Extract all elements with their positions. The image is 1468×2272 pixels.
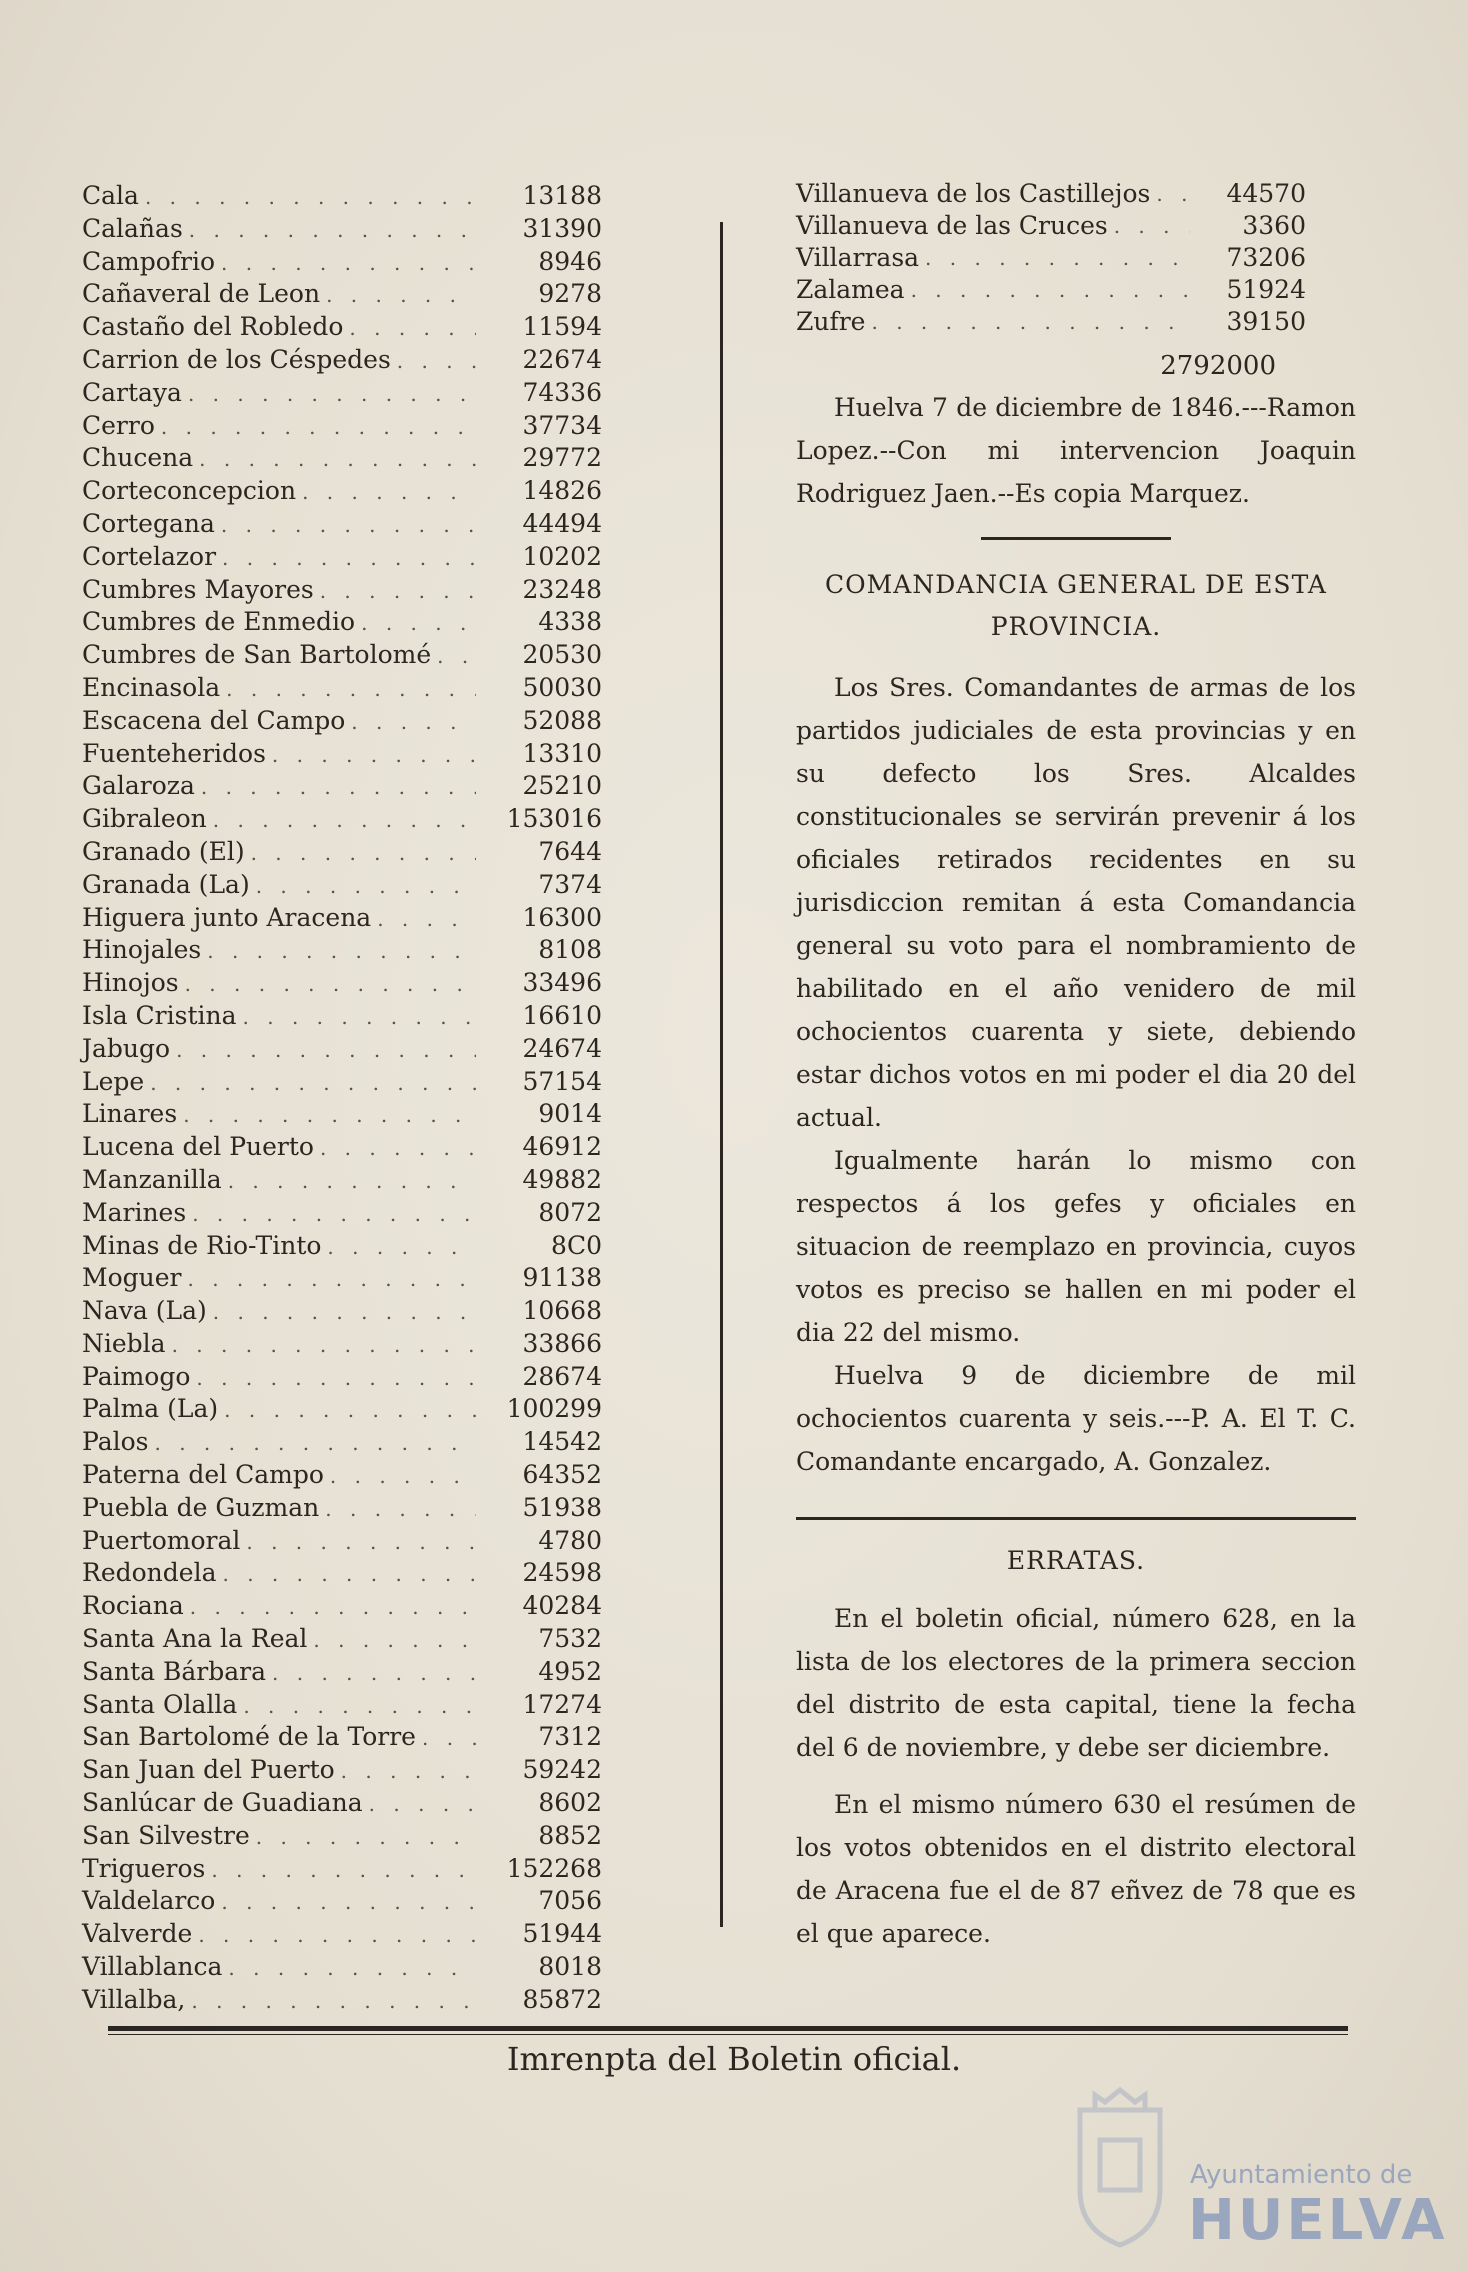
list-row — [82, 1984, 602, 2017]
list-row — [82, 1721, 602, 1754]
municipality-name: Valdelarco — [82, 1886, 216, 1916]
leader-dots — [313, 1624, 476, 1657]
list-row — [82, 1951, 602, 1984]
municipality-name: Villalba, — [82, 1984, 186, 2014]
municipality-name: Escacena del Campo — [82, 705, 346, 735]
leader-dots — [320, 575, 476, 608]
list-row — [82, 1689, 602, 1722]
leader-dots — [911, 274, 1190, 306]
municipality-name: Trigueros — [82, 1853, 206, 1883]
municipality-name: Cortegana — [82, 508, 215, 538]
municipality-name: Jabugo — [82, 1033, 171, 1063]
leader-dots — [330, 1460, 476, 1493]
list-row — [82, 1033, 602, 1066]
municipality-name: Galaroza — [82, 771, 195, 801]
leader-dots — [213, 804, 476, 837]
leader-dots — [327, 1231, 476, 1264]
municipality-value: 14542 — [522, 1427, 602, 1457]
municipality-value: 8946 — [538, 246, 602, 276]
leader-dots — [871, 306, 1190, 338]
municipality-name: Moguer — [82, 1263, 182, 1293]
municipality-name: Palos — [82, 1427, 149, 1457]
municipality-value: 16610 — [522, 1000, 602, 1030]
municipality-value: 13310 — [522, 738, 602, 768]
leader-dots — [256, 870, 476, 903]
list-row — [796, 274, 1356, 306]
municipality-value: 31390 — [522, 213, 602, 243]
municipality-value: 100299 — [506, 1394, 602, 1424]
municipality-value: 33866 — [522, 1328, 602, 1358]
list-row — [82, 1820, 602, 1853]
leader-dots — [161, 411, 476, 444]
municipality-name: Villanueva de las Cruces — [796, 211, 1108, 240]
leader-dots — [320, 1132, 476, 1165]
municipality-value: 44570 — [1226, 179, 1306, 208]
leader-dots — [377, 903, 476, 936]
comandancia-paragraph: Los Sres. Comandantes de armas de los partidos judiciales de esta provincias y en su defecto los Sres. Alcaldes constitucionales se servirán prevenir á los oficiales retirados recidentes en su jurisdiccion remitan á esta Comandancia general su voto para el nombramiento de habilitado en el año venidero de mil ochocientos cuarenta y siete, debiendo estar dichos votos en mi poder el dia 20 del actual. — [796, 673, 1356, 1132]
leader-dots — [191, 1985, 476, 2018]
municipality-value: 44494 — [522, 508, 602, 538]
list-row — [796, 210, 1356, 242]
municipality-name: Isla Cristina — [82, 1000, 237, 1030]
leader-dots — [172, 1329, 476, 1362]
municipality-name: Manzanilla — [82, 1164, 222, 1194]
municipality-value: 24674 — [522, 1033, 602, 1063]
municipality-name: Cala — [82, 181, 139, 210]
leader-dots — [199, 443, 476, 476]
municipality-value: 11594 — [522, 312, 602, 342]
erratas-paragraph: En el boletin oficial, número 628, en la lista de los electores de la primera seccion del distrito de esta capital, tiene la fecha del 6 de noviembre, y debe ser diciembre. — [796, 1604, 1356, 1762]
municipality-value: 7312 — [538, 1722, 602, 1752]
municipality-value: 52088 — [522, 705, 602, 735]
leader-dots — [211, 1854, 476, 1887]
list-row — [82, 1754, 602, 1787]
list-row — [82, 1295, 602, 1328]
municipality-value: 152268 — [506, 1853, 602, 1883]
list-row — [82, 1787, 602, 1820]
right-column — [796, 178, 1356, 1955]
municipality-name: Hinojos — [82, 968, 179, 998]
watermark-text-line1: Ayuntamiento de — [1190, 2160, 1413, 2190]
list-row — [82, 1525, 602, 1558]
list-row — [82, 475, 602, 508]
municipality-name: Cortelazor — [82, 541, 217, 571]
municipality-value: 33496 — [522, 968, 602, 998]
municipality-name: Corteconcepcion — [82, 476, 297, 506]
leader-dots — [361, 607, 476, 640]
leader-dots — [925, 242, 1190, 274]
comandancia-heading: COMANDANCIA GENERAL DE ESTA PROVINCIA. — [825, 570, 1327, 641]
municipality-value: 8018 — [538, 1952, 602, 1982]
municipality-value: 37734 — [522, 410, 602, 440]
municipality-value: 17274 — [522, 1689, 602, 1719]
municipality-value: 8852 — [538, 1820, 602, 1850]
municipality-name: Encinasola — [82, 672, 221, 702]
leader-dots — [1114, 210, 1190, 242]
leader-dots — [207, 935, 476, 968]
list-row — [82, 311, 602, 344]
municipality-value: 4780 — [538, 1525, 602, 1555]
municipality-value: 28674 — [522, 1361, 602, 1391]
leader-dots — [150, 1067, 476, 1100]
list-row — [82, 1853, 602, 1886]
municipality-value: 91138 — [522, 1263, 602, 1293]
municipality-name: Castaño del Robledo — [82, 312, 344, 342]
leader-dots — [1156, 178, 1190, 210]
leader-dots — [188, 378, 476, 411]
list-row — [82, 1623, 602, 1656]
municipality-list-right — [796, 178, 1356, 338]
list-row — [82, 1557, 602, 1590]
leader-dots — [222, 542, 476, 575]
list-row — [82, 967, 602, 1000]
municipality-value: 50030 — [522, 672, 602, 702]
municipality-value: 49882 — [522, 1164, 602, 1194]
leader-dots — [189, 214, 476, 247]
municipality-name: Lepe — [82, 1066, 145, 1096]
municipality-value: 7056 — [538, 1886, 602, 1916]
leader-dots — [221, 509, 476, 542]
leader-dots — [243, 1001, 476, 1034]
municipality-name: Carrion de los Céspedes — [82, 344, 391, 374]
list-row — [82, 836, 602, 869]
leader-dots — [325, 1493, 476, 1526]
leader-dots — [190, 1591, 476, 1624]
municipality-name: Calañas — [82, 213, 183, 243]
list-row — [82, 246, 602, 279]
leader-dots — [154, 1427, 476, 1460]
municipality-value: 46912 — [522, 1132, 602, 1162]
municipality-value: 3360 — [1242, 211, 1306, 240]
list-row — [82, 213, 602, 246]
municipality-value: 8108 — [538, 935, 602, 965]
list-row — [82, 1098, 602, 1131]
municipality-value: 74336 — [522, 377, 602, 407]
leader-dots — [192, 1198, 476, 1231]
municipality-value: 23248 — [522, 574, 602, 604]
leader-dots — [224, 1394, 476, 1427]
municipality-value: 57154 — [522, 1066, 602, 1096]
municipality-value: 13188 — [522, 181, 602, 210]
municipality-name: San Silvestre — [82, 1820, 250, 1850]
leader-dots — [437, 640, 476, 673]
leader-dots — [188, 1263, 477, 1296]
leader-dots — [183, 1099, 476, 1132]
list-row — [82, 639, 602, 672]
municipality-name: Palma (La) — [82, 1394, 219, 1424]
list-row — [82, 1230, 602, 1263]
municipality-value: 85872 — [522, 1984, 602, 2014]
municipality-name: Fuenteheridos — [82, 738, 266, 768]
list-row — [82, 705, 602, 738]
municipality-value: 64352 — [522, 1460, 602, 1490]
municipality-value: 4952 — [538, 1656, 602, 1686]
list-row — [82, 1492, 602, 1525]
list-row — [82, 902, 602, 935]
municipality-name: San Juan del Puerto — [82, 1755, 335, 1785]
municipality-value: 51944 — [522, 1919, 602, 1949]
section-rule — [796, 1517, 1356, 1520]
leader-dots — [422, 1722, 476, 1755]
leader-dots — [201, 771, 476, 804]
leader-dots — [213, 1296, 476, 1329]
municipality-name: Campofrio — [82, 246, 216, 276]
leader-dots — [246, 1526, 476, 1559]
municipality-value: 8072 — [538, 1197, 602, 1227]
municipality-name: Cañaveral de Leon — [82, 279, 321, 309]
list-row — [82, 1393, 602, 1426]
municipality-name: Villarrasa — [796, 243, 920, 272]
list-row — [82, 1000, 602, 1033]
leader-dots — [196, 1362, 476, 1395]
municipality-name: Paimogo — [82, 1361, 191, 1391]
leader-dots — [222, 1558, 476, 1591]
signature-paragraph: Huelva 7 de diciembre de 1846.---Ramon Lopez.--Con mi intervencion Joaquin Rodriguez Jaen.--Es copia Marquez. — [796, 393, 1356, 508]
list-row — [82, 1361, 602, 1394]
municipality-value: 24598 — [522, 1558, 602, 1588]
leader-dots — [272, 739, 476, 772]
municipality-value: 10668 — [522, 1296, 602, 1326]
leader-dots — [221, 1886, 476, 1919]
municipality-value: 9014 — [538, 1099, 602, 1129]
municipality-name: Santa Bárbara — [82, 1656, 267, 1686]
municipality-value: 51924 — [1226, 275, 1306, 304]
leader-dots — [243, 1690, 476, 1723]
leader-dots — [349, 312, 476, 345]
municipality-name: Marines — [82, 1197, 187, 1227]
leader-dots — [145, 181, 476, 214]
leader-dots — [221, 247, 476, 280]
list-row — [82, 934, 602, 967]
municipality-value: 7374 — [538, 869, 602, 899]
list-row — [82, 1262, 602, 1295]
municipality-name: Sanlúcar de Guadiana — [82, 1788, 363, 1818]
column-divider — [720, 222, 723, 1927]
municipality-name: Niebla — [82, 1328, 166, 1358]
list-row — [82, 1197, 602, 1230]
leader-dots — [185, 968, 476, 1001]
municipality-name: Cumbres de San Bartolomé — [82, 640, 432, 670]
municipality-value: 8C0 — [551, 1230, 602, 1260]
municipality-name: Paterna del Campo — [82, 1460, 324, 1490]
municipality-name: Villablanca — [82, 1952, 223, 1982]
list-row — [82, 541, 602, 574]
leader-dots — [341, 1755, 476, 1788]
municipality-name: Zufre — [796, 307, 866, 336]
list-row — [82, 1164, 602, 1197]
municipality-name: Cartaya — [82, 377, 182, 407]
leader-dots — [272, 1657, 476, 1690]
leader-dots — [176, 1034, 476, 1067]
section-rule — [981, 537, 1171, 540]
leader-dots — [251, 837, 476, 870]
leader-dots — [226, 673, 476, 706]
municipality-name: Cumbres de Enmedio — [82, 607, 356, 637]
municipality-value: 7644 — [538, 836, 602, 866]
municipality-name: Cumbres Mayores — [82, 574, 314, 604]
municipality-name: Cerro — [82, 410, 155, 440]
list-row — [796, 242, 1356, 274]
list-row — [82, 1885, 602, 1918]
municipality-name: Zalamea — [796, 275, 905, 304]
vote-total: 2792000 — [1160, 351, 1276, 381]
list-row — [82, 442, 602, 475]
comandancia-paragraph: Huelva 9 de diciembre de mil ochocientos cuarenta y seis.---P. A. El T. C. Comandante encargado, A. Gonzalez. — [796, 1361, 1356, 1476]
municipality-value: 9278 — [538, 279, 602, 309]
municipality-name: Villanueva de los Castillejos — [796, 179, 1151, 208]
municipality-value: 16300 — [522, 902, 602, 932]
municipality-name: Nava (La) — [82, 1296, 207, 1326]
list-row — [82, 1426, 602, 1459]
list-row — [82, 672, 602, 705]
municipality-name: Santa Ana la Real — [82, 1624, 308, 1654]
list-row — [82, 278, 602, 311]
municipality-value: 39150 — [1226, 307, 1306, 336]
municipality-value: 40284 — [522, 1591, 602, 1621]
municipality-value: 153016 — [506, 804, 602, 834]
municipality-name: San Bartolomé de la Torre — [82, 1722, 416, 1752]
municipality-name: Valverde — [82, 1919, 193, 1949]
municipality-name: Minas de Rio-Tinto — [82, 1230, 322, 1260]
list-row — [796, 306, 1356, 338]
municipality-name: Redondela — [82, 1558, 217, 1588]
list-row — [82, 1918, 602, 1951]
comandancia-paragraph: Igualmente harán lo mismo con respectos á los gefes y oficiales en situacion de reemplazo en provincia, cuyos votos es preciso se hallen en mi poder el dia 22 del mismo. — [796, 1146, 1356, 1347]
list-row — [82, 1066, 602, 1099]
leader-dots — [397, 345, 476, 378]
municipality-value: 10202 — [522, 541, 602, 571]
leader-dots — [351, 706, 476, 739]
municipality-value: 8602 — [538, 1788, 602, 1818]
municipality-name: Higuera junto Aracena — [82, 902, 372, 932]
list-row — [82, 410, 602, 443]
list-row — [82, 1656, 602, 1689]
list-row — [82, 180, 602, 213]
list-row — [82, 344, 602, 377]
list-row — [82, 803, 602, 836]
leader-dots — [369, 1788, 476, 1821]
list-row — [82, 1590, 602, 1623]
municipality-value: 7532 — [538, 1624, 602, 1654]
list-row — [796, 178, 1356, 210]
municipality-name: Granado (El) — [82, 836, 245, 866]
erratas-heading: ERRATAS. — [1006, 1546, 1146, 1575]
erratas-paragraph: En el mismo número 630 el resúmen de los votos obtenidos en el distrito electoral de Aracena fue el de 87 eñvez de 78 que es el que aparece. — [796, 1790, 1356, 1948]
list-row — [82, 574, 602, 607]
municipality-value: 29772 — [522, 443, 602, 473]
municipality-value: 20530 — [522, 640, 602, 670]
watermark-text-line2: HUELVA — [1188, 2188, 1448, 2253]
municipality-value: 59242 — [522, 1755, 602, 1785]
municipality-name: Rociana — [82, 1591, 184, 1621]
leader-dots — [228, 1165, 476, 1198]
footer-rule-thin — [108, 2034, 1348, 2035]
municipality-value: 51938 — [522, 1492, 602, 1522]
list-row — [82, 869, 602, 902]
municipality-name: Lucena del Puerto — [82, 1132, 314, 1162]
leader-dots — [302, 476, 476, 509]
municipality-name: Gibraleon — [82, 804, 207, 834]
municipality-name: Puebla de Guzman — [82, 1492, 320, 1522]
list-row — [82, 738, 602, 771]
municipality-value: 25210 — [522, 771, 602, 801]
leader-dots — [228, 1952, 476, 1985]
municipality-name: Granada (La) — [82, 869, 250, 899]
list-row — [82, 1459, 602, 1492]
list-row — [82, 508, 602, 541]
list-row — [82, 606, 602, 639]
municipality-value: 4338 — [538, 607, 602, 637]
list-row — [82, 770, 602, 803]
municipality-name: Chucena — [82, 443, 194, 473]
leader-dots — [256, 1821, 476, 1854]
municipality-value: 14826 — [522, 476, 602, 506]
leader-dots — [326, 279, 476, 312]
municipality-name: Puertomoral — [82, 1525, 241, 1555]
footer-rule — [108, 2026, 1348, 2031]
list-row — [82, 377, 602, 410]
leader-dots — [198, 1919, 476, 1952]
municipality-name: Santa Olalla — [82, 1689, 238, 1719]
municipality-list-left — [82, 180, 602, 2017]
imprint-footer: Imrenpta del Boletin oficial. — [506, 2040, 962, 2078]
municipality-name: Hinojales — [82, 935, 202, 965]
municipality-value: 73206 — [1226, 243, 1306, 272]
municipality-name: Linares — [82, 1099, 178, 1129]
municipality-value: 22674 — [522, 344, 602, 374]
list-row — [82, 1131, 602, 1164]
list-row — [82, 1328, 602, 1361]
